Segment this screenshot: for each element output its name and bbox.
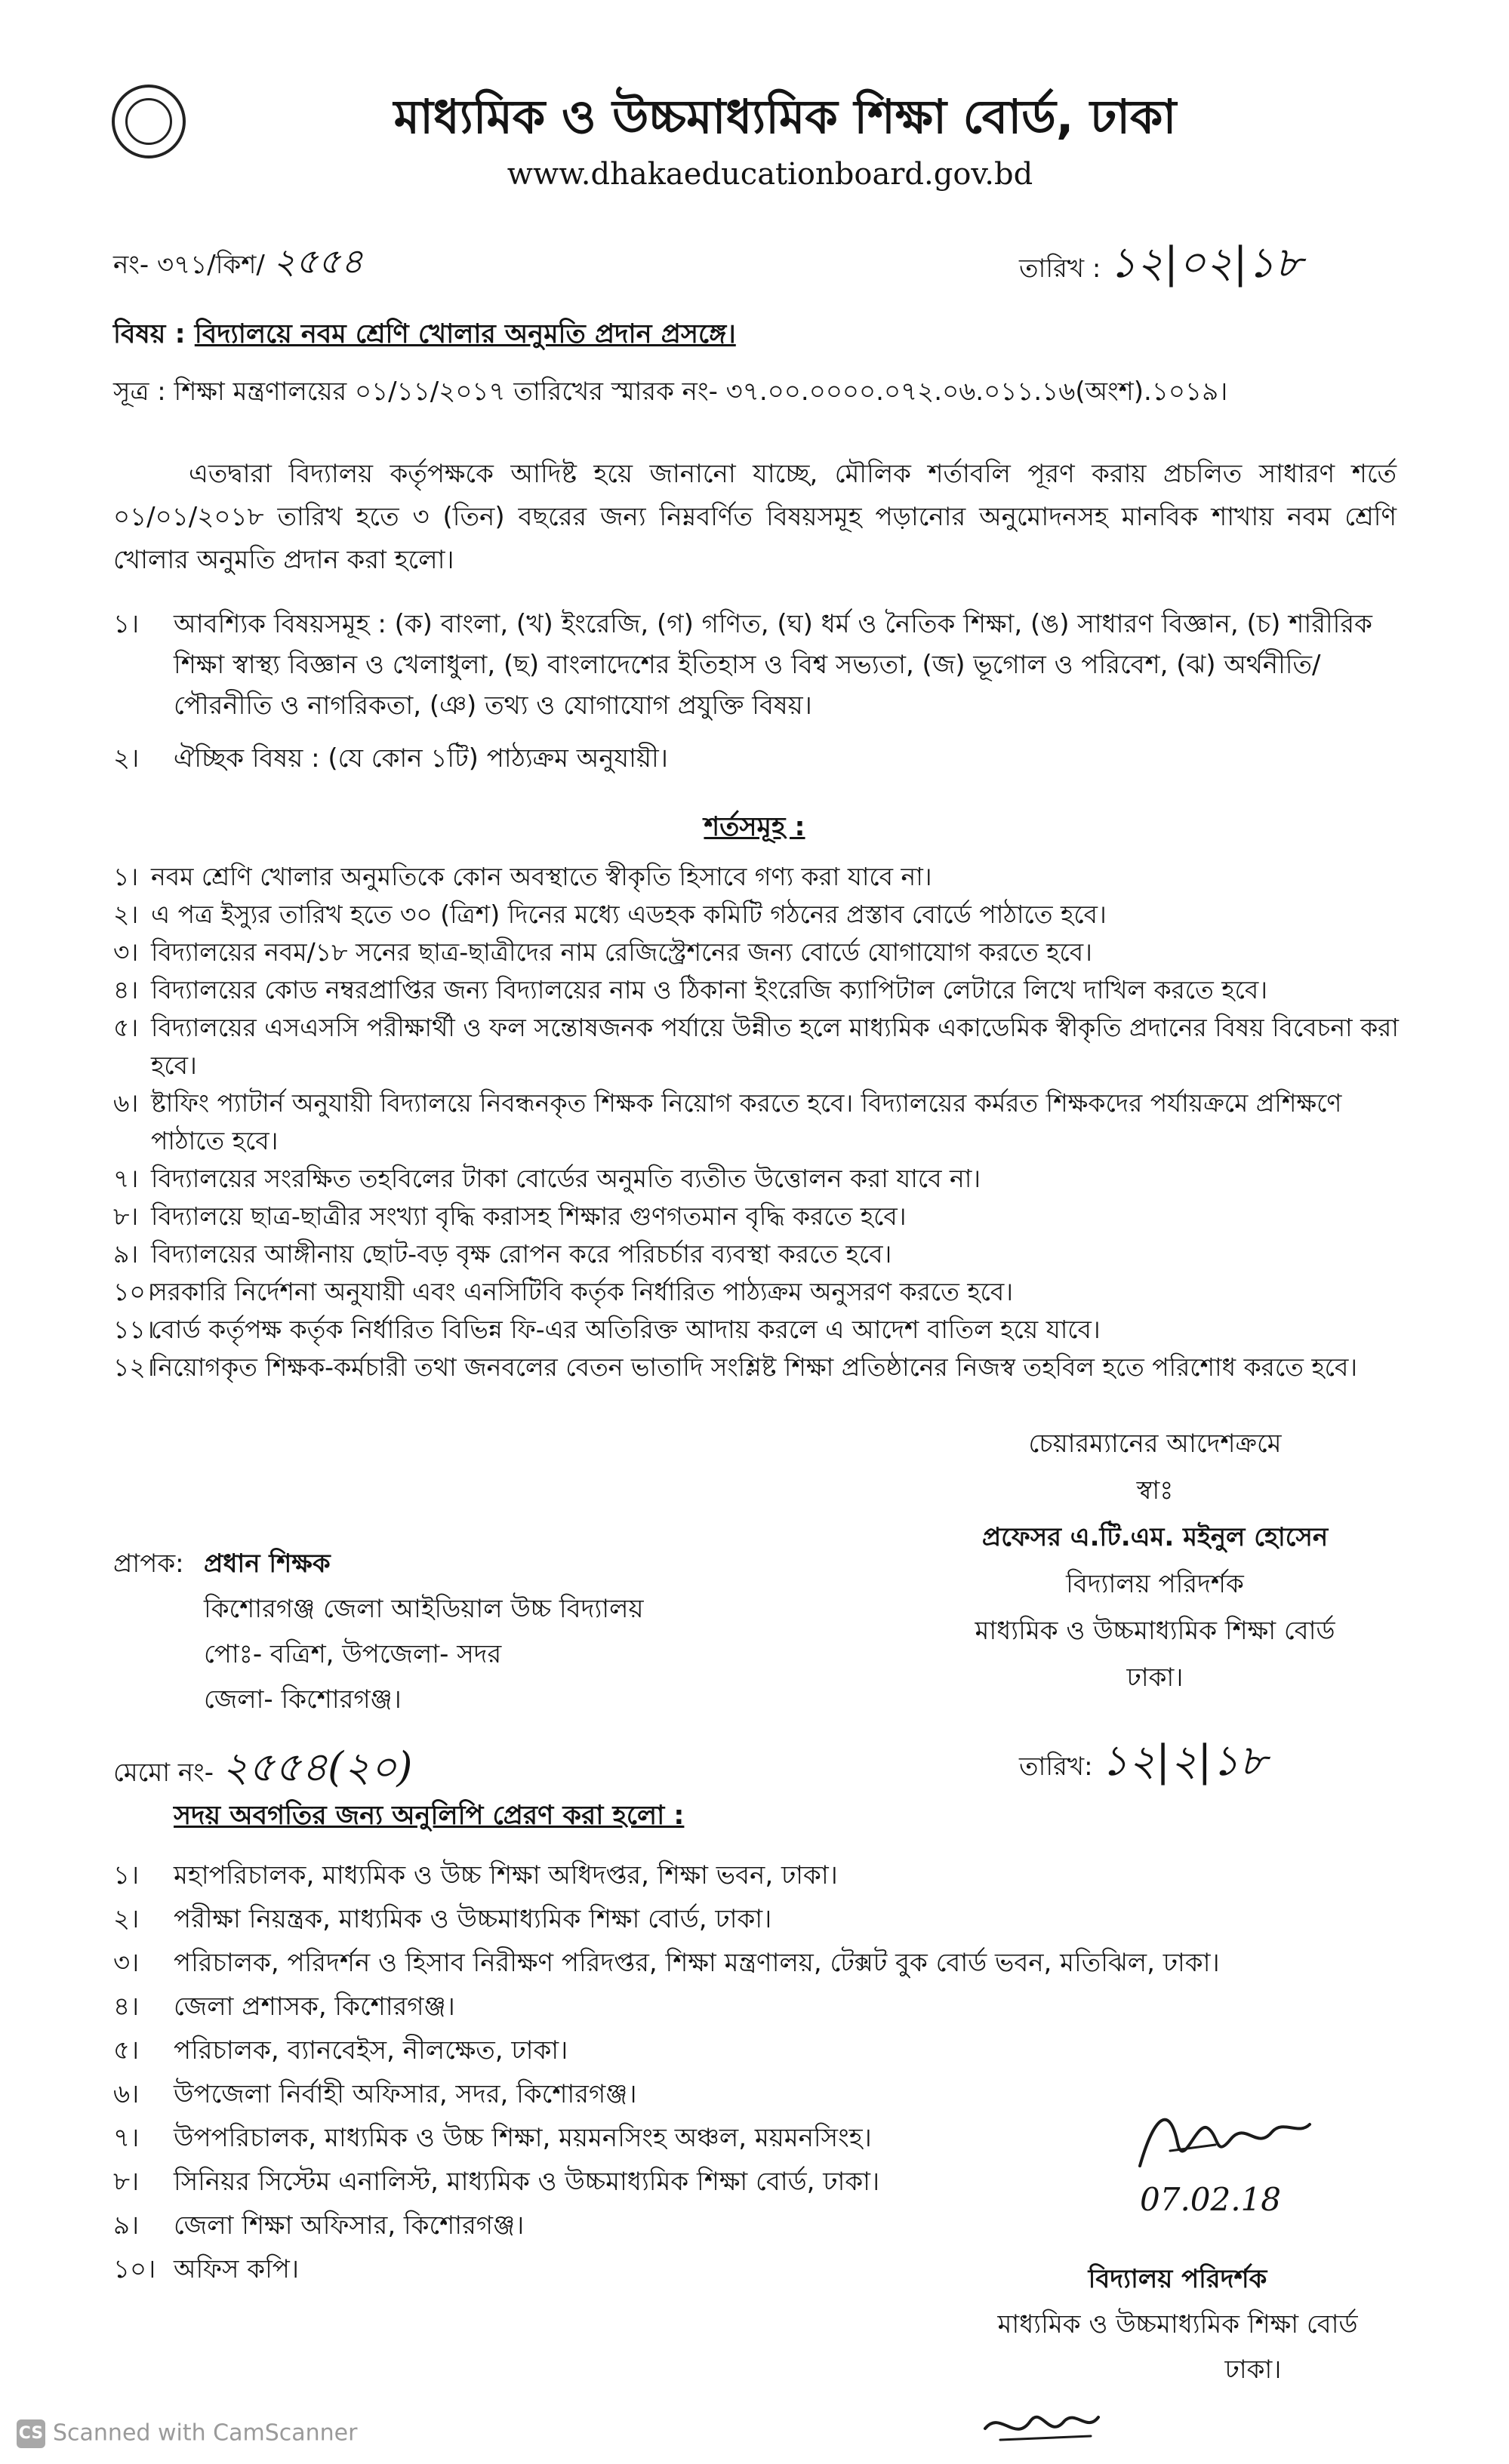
- condition-item: [113, 1084, 1404, 1160]
- item-number: ১১।: [113, 1315, 155, 1344]
- memo-date: [1019, 1728, 1267, 1799]
- inspector-office: মাধ্যমিক ও উচ্চমাধ্যমিক শিক্ষা বোর্ড: [997, 2309, 1358, 2339]
- item-text: পরীক্ষা নিয়ন্ত্রক, মাধ্যমিক ও উচ্চমাধ্যমিক শিক্ষা বোর্ড, ঢাকা।: [174, 1904, 772, 1934]
- item-text: মহাপরিচালক, মাধ্যমিক ও উচ্চ শিক্ষা অধিদপ্তর, শিক্ষা ভবন, ঢাকা।: [174, 1860, 838, 1890]
- copy-item: [113, 1853, 1397, 1897]
- list-item: [113, 604, 1397, 726]
- item-text: এ পত্র ইস্যুর তারিখ হতে ৩০ (ত্রিশ) দিনের মধ্যে এডহক কমিটি গঠনের প্রস্তাব বোর্ডে পাঠাতে হবে।: [151, 900, 1107, 929]
- recipient-line: জেলা- কিশোরগঞ্জ।: [204, 1684, 402, 1715]
- signatory-block: [928, 1420, 1381, 1701]
- signatory-designation: বিদ্যালয় পরিদর্শক: [1066, 1569, 1244, 1599]
- condition-item: [113, 1311, 1404, 1349]
- memo-date-label: তারিখ:: [1019, 1752, 1093, 1782]
- conditions-title: শর্তসমূহ :: [704, 812, 805, 842]
- reference-number: [113, 235, 363, 293]
- condition-item: [113, 1273, 1404, 1311]
- board-seal-logo: [112, 85, 186, 158]
- recipient-label: প্রাপক:: [113, 1549, 184, 1579]
- item-number: ৮।: [113, 2167, 140, 2197]
- subject-text: বিদ্যালয়ে নবম শ্রেণি খোলার অনুমতি প্রদান প্রসঙ্গে।: [194, 319, 736, 349]
- memo-handwritten: ২৫৫৪(২০): [221, 1743, 413, 1791]
- item-text: বিদ্যালয়ের এসএসসি পরীক্ষার্থী ও ফল সন্তোষজনক পর্যায়ে উন্নীত হলে মাধ্যমিক একাডেমিক স্বীকৃতি প্রদানের বিষয় বিবেচনা করা হবে।: [151, 1013, 1399, 1080]
- item-number: ৫।: [113, 1013, 139, 1042]
- condition-item: [113, 1160, 1404, 1198]
- initials-scribble: [978, 2398, 1106, 2451]
- item-number: ২।: [113, 900, 139, 929]
- item-text: অফিস কপি।: [174, 2254, 300, 2284]
- date-label: তারিখ :: [1019, 254, 1101, 284]
- item-number: ৬।: [113, 1088, 139, 1118]
- reference-handwritten: ২৫৫৪: [273, 241, 364, 281]
- inspector-designation: বিদ্যালয় পরিদর্শক: [1088, 2264, 1267, 2294]
- copy-item: [113, 2029, 1397, 2072]
- condition-item: [113, 896, 1404, 934]
- source-reference: সূত্র : শিক্ষা মন্ত্রণালয়ের ০১/১১/২০১৭ তারিখের স্মারক নং- ৩৭.০০.০০০০.০৭২.০৬.০১১.১৬(অংশ).১০১৯।: [113, 377, 1228, 407]
- item-number: ৭।: [113, 2123, 140, 2153]
- item-text: নবম শ্রেণি খোলার অনুমতিকে কোন অবস্থাতে স্বীকৃতি হিসাবে গণ্য করা যাবে না।: [151, 862, 932, 891]
- item-number: ১০।: [113, 1277, 155, 1306]
- item-number: ৮।: [113, 1201, 139, 1231]
- condition-item: [113, 1349, 1404, 1386]
- item-number: ১।: [113, 862, 139, 891]
- subject-label: বিষয় :: [113, 319, 186, 349]
- subject-line: [113, 313, 736, 358]
- item-text: উপপরিচালক, মাধ্যমিক ও উচ্চ শিক্ষা, ময়মনসিংহ অঞ্চল, ময়মনসিংহ।: [174, 2123, 872, 2153]
- order-line: চেয়ারম্যানের আদেশক্রমে: [1028, 1429, 1282, 1459]
- body-paragraph: এতদ্বারা বিদ্যালয় কর্তৃপক্ষকে আদিষ্ট হয়ে জানানো যাচ্ছে, মৌলিক শর্তাবলি পূরণ করায় প্রচলিত সাধারণ শর্তে ০১/০১/২০১৮ তারিখ হতে ৩ (তিন) বছরের জন্য নিম্নবর্ণিত বিষয়সমূহ পড়ানোর অনুমোদনসহ মানবিক শাখায় নবম শ্রেণি খোলার অনুমতি প্রদান করা হলো।: [113, 459, 1397, 575]
- item-number: ২।: [113, 1904, 140, 1934]
- item-text: পরিচালক, পরিদর্শন ও হিসাব নিরীক্ষণ পরিদপ্তর, শিক্ষা মন্ত্রণালয়, টেক্সট বুক বোর্ড ভবন, মতিঝিল, ঢাকা।: [174, 1948, 1220, 1978]
- letter-date: [1019, 230, 1302, 301]
- item-text: জেলা শিক্ষা অফিসার, কিশোরগঞ্জ।: [174, 2210, 525, 2241]
- item-number: ১।: [113, 1860, 140, 1890]
- item-text: উপজেলা নির্বাহী অফিসার, সদর, কিশোরগঞ্জ।: [174, 2079, 637, 2109]
- item-text: বিদ্যালয়ে ছাত্র-ছাত্রীর সংখ্যা বৃদ্ধি করাসহ শিক্ষার গুণগতমান বৃদ্ধি করতে হবে।: [151, 1201, 907, 1231]
- item-number: ১২।: [113, 1352, 155, 1382]
- condition-item: [113, 1235, 1404, 1273]
- recipient-line: পোঃ- বত্রিশ, উপজেলা- সদর: [204, 1639, 502, 1669]
- item-number: ৩।: [113, 1948, 140, 1978]
- website-url: www.dhakaeducationboard.gov.bd: [507, 157, 1033, 192]
- item-text: আবশ্যিক বিষয়সমূহ : (ক) বাংলা, (খ) ইংরেজি, (গ) গণিত, (ঘ) ধর্ম ও নৈতিক শিক্ষা, (ঙ) সাধারণ বিজ্ঞান, (চ) শারীরিক শিক্ষা স্বাস্থ্য বিজ্ঞান ও খেলাধুলা, (ছ) বাংলাদেশের ইতিহাস ও বিশ্ব সভ্যতা, (জ) ভূগোল ও পরিবেশ, (ঝ) অর্থনীতি/পৌরনীতি ও নাগরিকতা, (ঞ) তথ্য ও যোগাযোগ প্রযুক্তি বিষয়।: [174, 609, 1372, 721]
- recipient-line: কিশোরগঞ্জ জেলা আইডিয়াল উচ্চ বিদ্যালয়: [204, 1594, 644, 1624]
- camscanner-logo-icon: CS: [17, 2419, 45, 2448]
- item-number: ২।: [113, 743, 140, 774]
- recipient-block: [113, 1541, 644, 1722]
- conditions-list: [113, 858, 1404, 1386]
- memo-date-handwritten: ১২|২|১৮: [1101, 1736, 1267, 1786]
- item-number: ১।: [113, 609, 140, 639]
- item-text: পরিচালক, ব্যানবেইস, নীলক্ষেত, ঢাকা।: [174, 2035, 568, 2066]
- subjects-list: [113, 604, 1397, 779]
- copy-item: [113, 1985, 1397, 2029]
- list-item: [113, 738, 1397, 779]
- item-text: বিদ্যালয়ের নবম/১৮ সনের ছাত্র-ছাত্রীদের নাম রেজিস্ট্রেশনের জন্য বোর্ডে যোগাযোগ করতে হবে।: [151, 937, 1092, 967]
- copies-title: সদয় অবগতির জন্য অনুলিপি প্রেরণ করা হলো :: [174, 1801, 685, 1831]
- watermark-text: Scanned with CamScanner: [53, 2419, 358, 2447]
- copy-item: [113, 1941, 1397, 1985]
- item-number: ৯।: [113, 2210, 140, 2241]
- condition-item: [113, 1198, 1404, 1235]
- item-number: ৪।: [113, 1992, 140, 2022]
- item-text: নিয়োগকৃত শিক্ষক-কর্মচারী তথা জনবলের বেতন ভাতাদি সংশ্লিষ্ট শিক্ষা প্রতিষ্ঠানের নিজস্ব তহবিল হতে পরিশোধ করতে হবে।: [151, 1352, 1358, 1382]
- signed-mark: স্বাঃ: [1136, 1475, 1174, 1506]
- item-text: সরকারি নির্দেশনা অনুযায়ী এবং এনসিটিবি কর্তৃক নির্ধারিত পাঠ্যক্রম অনুসরণ করতে হবে।: [151, 1277, 1014, 1306]
- item-number: ৪।: [113, 975, 139, 1004]
- handwritten-signature: [1125, 2098, 1321, 2181]
- condition-item: [113, 1009, 1404, 1084]
- item-number: ৭।: [113, 1164, 139, 1193]
- item-text: বিদ্যালয়ের আঙ্গীনায় ছোট-বড় বৃক্ষ রোপন করে পরিচর্চার ব্যবস্থা করতে হবে।: [151, 1239, 892, 1269]
- item-text: জেলা প্রশাসক, কিশোরগঞ্জ।: [174, 1992, 455, 2022]
- item-text: ঐচ্ছিক বিষয় : (যে কোন ১টি) পাঠ্যক্রম অনুযায়ী।: [174, 743, 668, 774]
- inspector-city: ঢাকা।: [1224, 2355, 1282, 2385]
- copy-item: [113, 1897, 1397, 1941]
- board-name: মাধ্যমিক ও উচ্চমাধ্যমিক শিক্ষা বোর্ড, ঢাকা: [393, 89, 1177, 144]
- item-text: সিনিয়র সিস্টেম এনালিস্ট, মাধ্যমিক ও উচ্চমাধ্যমিক শিক্ষা বোর্ড, ঢাকা।: [174, 2167, 880, 2197]
- item-number: ১০।: [113, 2254, 156, 2284]
- memo-number: [113, 1736, 413, 1804]
- item-text: বিদ্যালয়ের সংরক্ষিত তহবিলের টাকা বোর্ডের অনুমতি ব্যতীত উত্তোলন করা যাবে না।: [151, 1164, 981, 1193]
- copies-list: [113, 1853, 1397, 2291]
- reference-prefix: নং- ৩৭১/কিশ/: [113, 250, 265, 280]
- scanner-watermark: [17, 2419, 357, 2448]
- item-text: ষ্টাফিং প্যাটার্ন অনুযায়ী বিদ্যালয়ে নিবন্ধনকৃত শিক্ষক নিয়োগ করতে হবে। বিদ্যালয়ের কর্মরত শিক্ষকদের পর্যায়ক্রমে প্রশিক্ষণে পাঠাতে হবে।: [151, 1088, 1342, 1155]
- signatory-office: মাধ্যমিক ও উচ্চমাধ্যমিক শিক্ষা বোর্ড: [975, 1616, 1335, 1646]
- item-number: ৯।: [113, 1239, 139, 1269]
- signatory-name: প্রফেসর এ.টি.এম. মইনুল হোসেন: [981, 1522, 1329, 1552]
- item-text: বিদ্যালয়ের কোড নম্বরপ্রাপ্তির জন্য বিদ্যালয়ের নাম ও ঠিকানা ইংরেজি ক্যাপিটাল লেটারে লিখে দাখিল করতে হবে।: [151, 975, 1268, 1004]
- item-text: বোর্ড কর্তৃপক্ষ কর্তৃক নির্ধারিত বিভিন্ন ফি-এর অতিরিক্ত আদায় করলে এ আদেশ বাতিল হয়ে যাবে।: [151, 1315, 1101, 1344]
- recipient-title: প্রধান শিক্ষক: [204, 1549, 331, 1579]
- item-number: ৫।: [113, 2035, 140, 2066]
- signature-date: 07.02.18: [1140, 2181, 1282, 2218]
- inspector-block: [951, 2256, 1404, 2392]
- memo-label: মেমো নং-: [113, 1758, 214, 1788]
- date-handwritten: ১২|০২|১৮: [1109, 238, 1303, 288]
- item-number: ৩।: [113, 937, 139, 967]
- condition-item: [113, 934, 1404, 971]
- condition-item: [113, 971, 1404, 1009]
- signatory-city: ঢাকা।: [1126, 1663, 1184, 1693]
- condition-item: [113, 858, 1404, 896]
- item-number: ৬।: [113, 2079, 140, 2109]
